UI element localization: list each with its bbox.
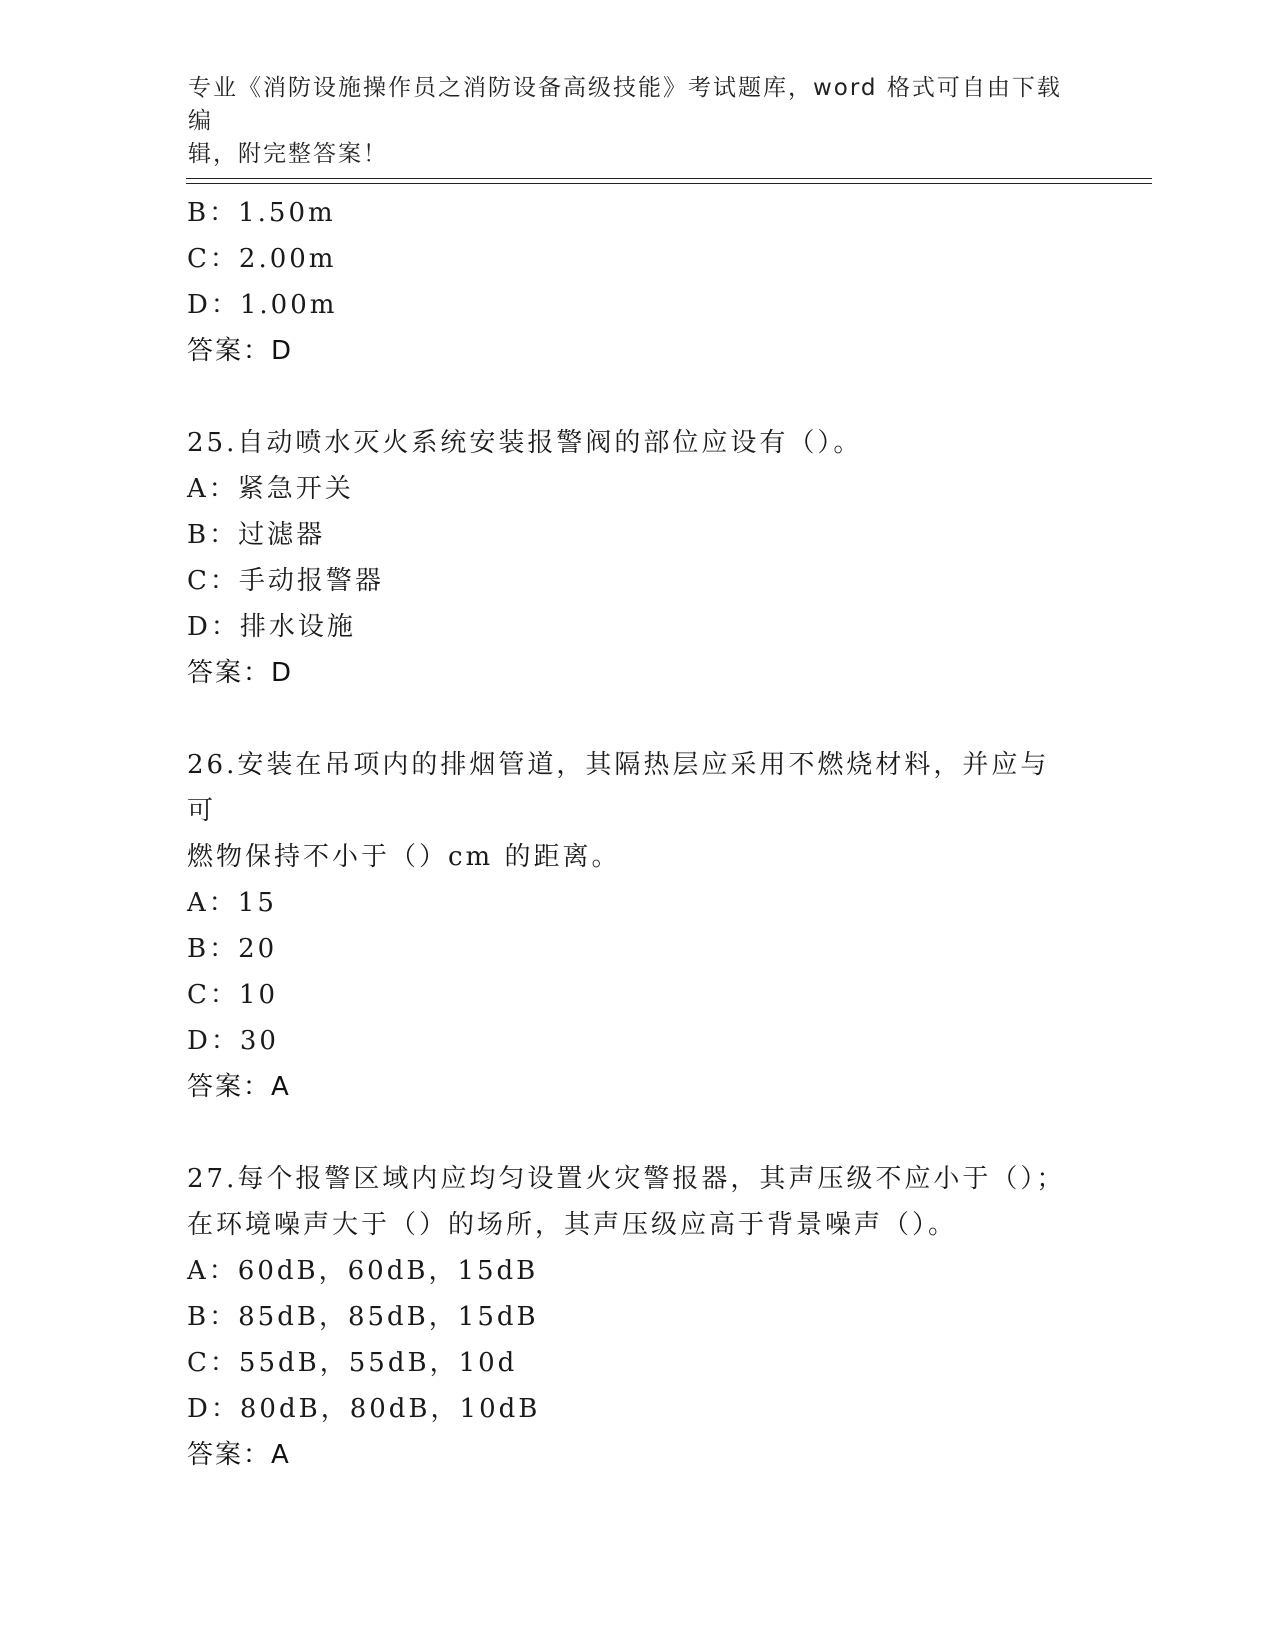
answer-line: 答案：A <box>187 1072 291 1102</box>
answer-line: 答案：D <box>187 658 294 688</box>
option-a: A：60dB，60dB，15dB <box>187 1256 539 1286</box>
question-text: 25.自动喷水灭火系统安装报警阀的部位应设有（）。 <box>187 428 863 458</box>
question-text: 26.安装在吊项内的排烟管道，其隔热层应采用不燃烧材料，并应与可 燃物保持不小于（）cm 的距离。 <box>187 750 1050 872</box>
question-text: 27.每个报警区域内应均匀设置火灾警报器，其声压级不应小于（）； 在环境噪声大于（）的场所，其声压级应高于背景噪声（）。 <box>187 1164 1066 1240</box>
option-c: C：手动报警器 <box>187 566 384 596</box>
option-d: D：排水设施 <box>187 612 356 642</box>
option-b: B：20 <box>187 934 278 964</box>
option-d: D：1.00m <box>187 290 338 320</box>
header-rule-bottom <box>186 183 1152 184</box>
option-c: C：10 <box>187 980 278 1010</box>
option-d: D：80dB，80dB，10dB <box>187 1394 541 1424</box>
question-26 <box>187 742 1087 1110</box>
answer-line: 答案：A <box>187 1440 291 1470</box>
question-25 <box>187 420 1087 696</box>
option-c: C：2.00m <box>187 244 337 274</box>
option-b: B：1.50m <box>187 198 336 228</box>
option-b: B：过滤器 <box>187 520 326 550</box>
header-line-1: 专业《消防设施操作员之消防设备高级技能》考试题库，word 格式可自由下载编 <box>188 75 1062 134</box>
answer-line: 答案：D <box>187 336 294 366</box>
option-a: A：紧急开关 <box>187 474 354 504</box>
header-line-2: 辑，附完整答案！ <box>188 141 388 167</box>
question-24-tail <box>187 190 1087 374</box>
option-b: B：85dB，85dB，15dB <box>187 1302 539 1332</box>
option-a: A：15 <box>187 888 277 918</box>
option-d: D：30 <box>187 1026 279 1056</box>
option-c: C：55dB，55dB，10d <box>187 1348 518 1378</box>
question-list <box>187 190 1087 1478</box>
page-header <box>188 72 1078 171</box>
header-rule-top <box>186 178 1152 179</box>
question-27 <box>187 1156 1087 1478</box>
